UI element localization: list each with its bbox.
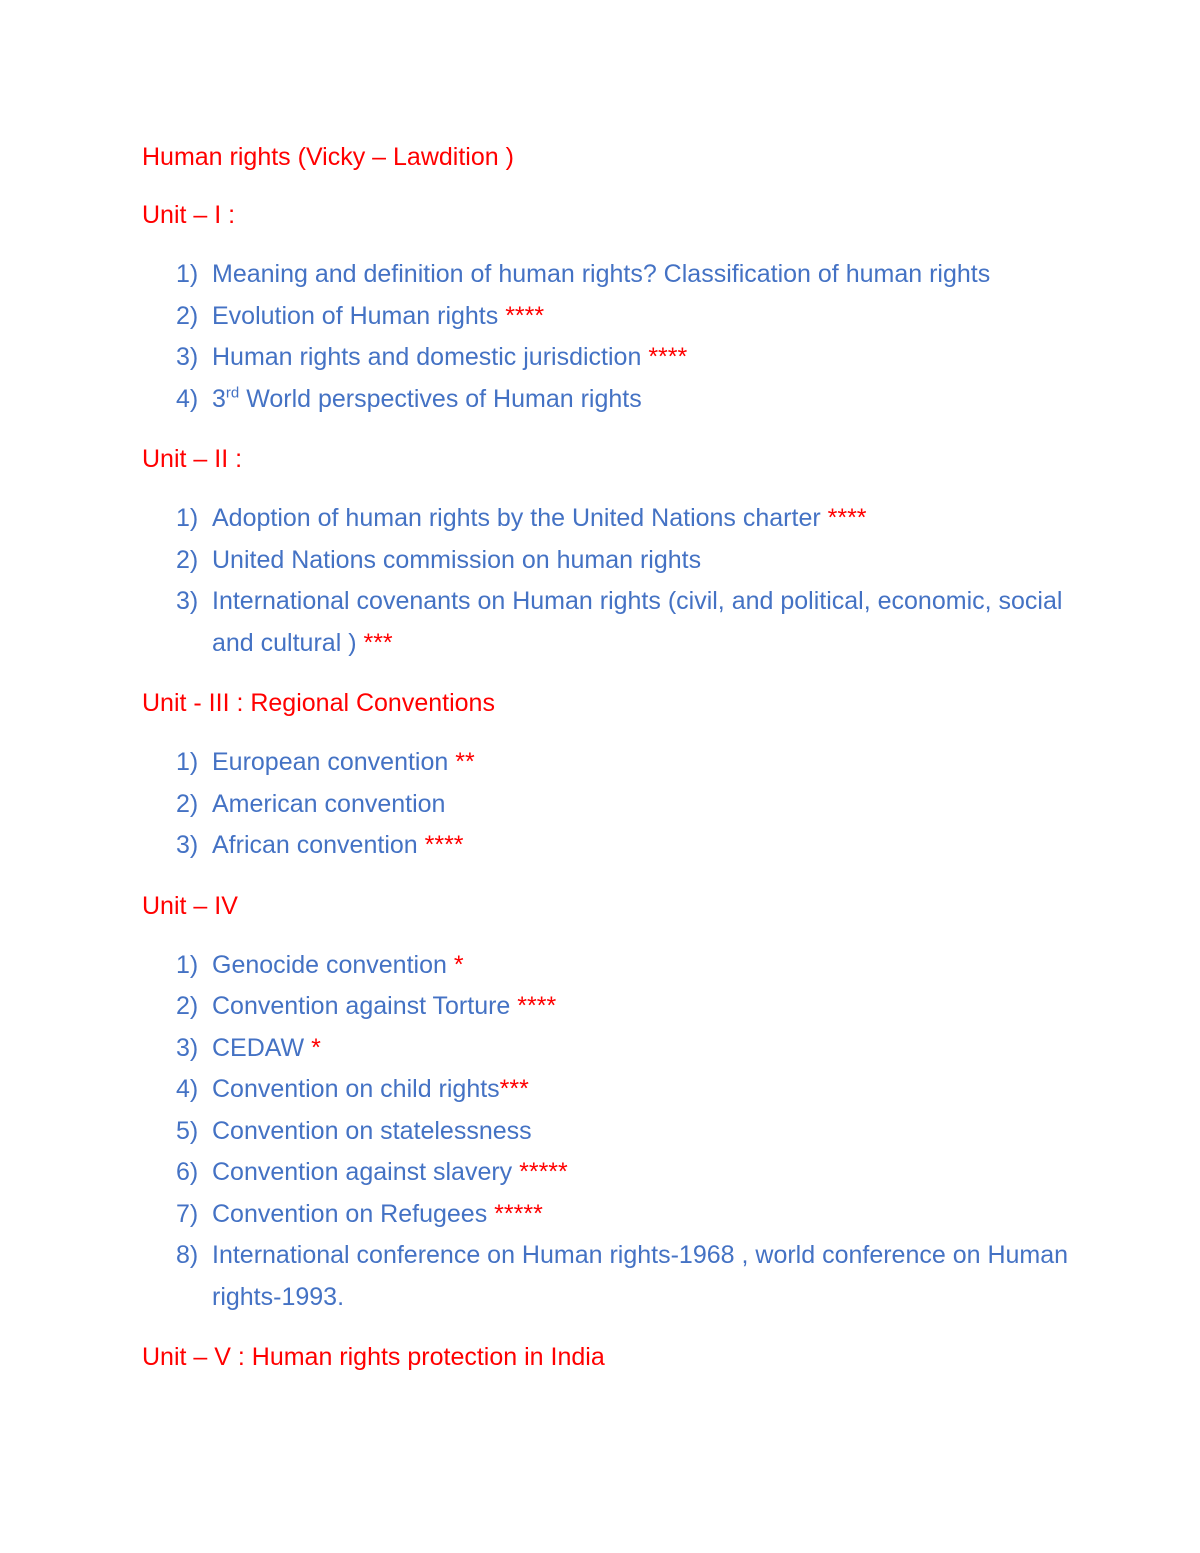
importance-stars: * xyxy=(311,1033,321,1062)
list-item xyxy=(142,379,1082,421)
item-text: American convention xyxy=(212,789,446,818)
list-item xyxy=(142,986,1082,1028)
item-number: 3) xyxy=(176,343,199,371)
item-text: Genocide convention xyxy=(212,950,454,979)
unit-item-list xyxy=(142,945,1082,1319)
list-item xyxy=(142,296,1082,338)
importance-stars: * xyxy=(453,950,464,979)
item-number: 1) xyxy=(176,504,199,532)
item-text-prefix: 3 xyxy=(212,384,226,413)
importance-stars: **** xyxy=(648,343,688,371)
item-number: 2) xyxy=(176,545,199,574)
item-text: European convention xyxy=(212,748,456,776)
list-item xyxy=(142,337,1082,379)
item-text: Convention against slavery xyxy=(212,1158,520,1186)
item-number: 1) xyxy=(176,748,199,776)
item-text: International covenants on Human rights (civil, and political, economic, social and cultural ) xyxy=(212,587,1063,657)
item-text: Convention on child rights xyxy=(212,1075,500,1103)
list-item xyxy=(142,1152,1082,1194)
unit-item-list xyxy=(142,498,1082,664)
item-text: Adoption of human rights by the United Nations charter xyxy=(212,504,828,532)
list-item xyxy=(142,1194,1082,1236)
item-text: Convention on statelessness xyxy=(212,1116,532,1145)
list-item xyxy=(142,742,1082,784)
item-text: Meaning and definition of human rights? Classification of human rights xyxy=(212,260,991,288)
list-item xyxy=(142,498,1082,540)
list-item xyxy=(142,1069,1082,1111)
list-item xyxy=(142,254,1082,296)
item-number: 1) xyxy=(176,260,199,288)
item-number: 3) xyxy=(176,587,199,615)
item-number: 2) xyxy=(176,301,199,330)
item-number: 1) xyxy=(176,950,199,979)
item-number: 4) xyxy=(176,384,199,413)
item-text: United Nations commission on human rights xyxy=(212,545,702,574)
importance-stars: **** xyxy=(827,504,867,532)
unit-heading: Unit – V : Human rights protection in India xyxy=(142,1343,605,1371)
unit-item-list xyxy=(142,254,1082,420)
item-number: 3) xyxy=(176,831,199,859)
item-text: African convention xyxy=(212,831,425,859)
item-number: 5) xyxy=(176,1116,199,1145)
document-content xyxy=(142,140,1082,1396)
unit-item-list xyxy=(142,742,1082,867)
list-item xyxy=(142,945,1082,987)
item-text: International conference on Human rights-1968 , world conference on Human rights-1993. xyxy=(212,1241,1069,1311)
item-number: 2) xyxy=(176,789,199,818)
document-title: Human rights (Vicky – Lawdition ) xyxy=(142,143,514,171)
importance-stars: ***** xyxy=(519,1158,568,1186)
list-item xyxy=(142,1235,1082,1318)
unit-heading: Unit – II : xyxy=(142,445,243,473)
importance-stars: **** xyxy=(517,992,557,1020)
list-item xyxy=(142,825,1082,867)
list-item xyxy=(142,540,1082,582)
item-number: 2) xyxy=(176,992,199,1020)
importance-stars: ***** xyxy=(494,1199,543,1228)
item-number: 7) xyxy=(176,1199,199,1228)
list-item xyxy=(142,784,1082,826)
list-item xyxy=(142,1111,1082,1153)
unit-heading: Unit – I : xyxy=(142,201,236,229)
item-text: Evolution of Human rights xyxy=(212,301,506,330)
item-text: Human rights and domestic jurisdiction xyxy=(212,343,649,371)
item-number: 4) xyxy=(176,1075,199,1103)
item-number: 8) xyxy=(176,1241,199,1269)
item-number: 6) xyxy=(176,1158,199,1186)
item-text: CEDAW xyxy=(212,1033,312,1062)
ordinal-superscript: rd xyxy=(225,384,240,402)
importance-stars: *** xyxy=(363,628,393,657)
item-number: 3) xyxy=(176,1033,199,1062)
list-item xyxy=(142,581,1082,664)
importance-stars: **** xyxy=(424,831,464,859)
item-text: World perspectives of Human rights xyxy=(239,384,642,413)
item-text: Convention on Refugees xyxy=(212,1199,495,1228)
importance-stars: ** xyxy=(455,748,475,776)
unit-heading: Unit - III : Regional Conventions xyxy=(142,689,495,717)
list-item xyxy=(142,1028,1082,1070)
item-text: Convention against Torture xyxy=(212,992,518,1020)
importance-stars: *** xyxy=(499,1075,529,1103)
unit-heading: Unit – IV xyxy=(142,891,238,920)
importance-stars: **** xyxy=(505,301,545,330)
